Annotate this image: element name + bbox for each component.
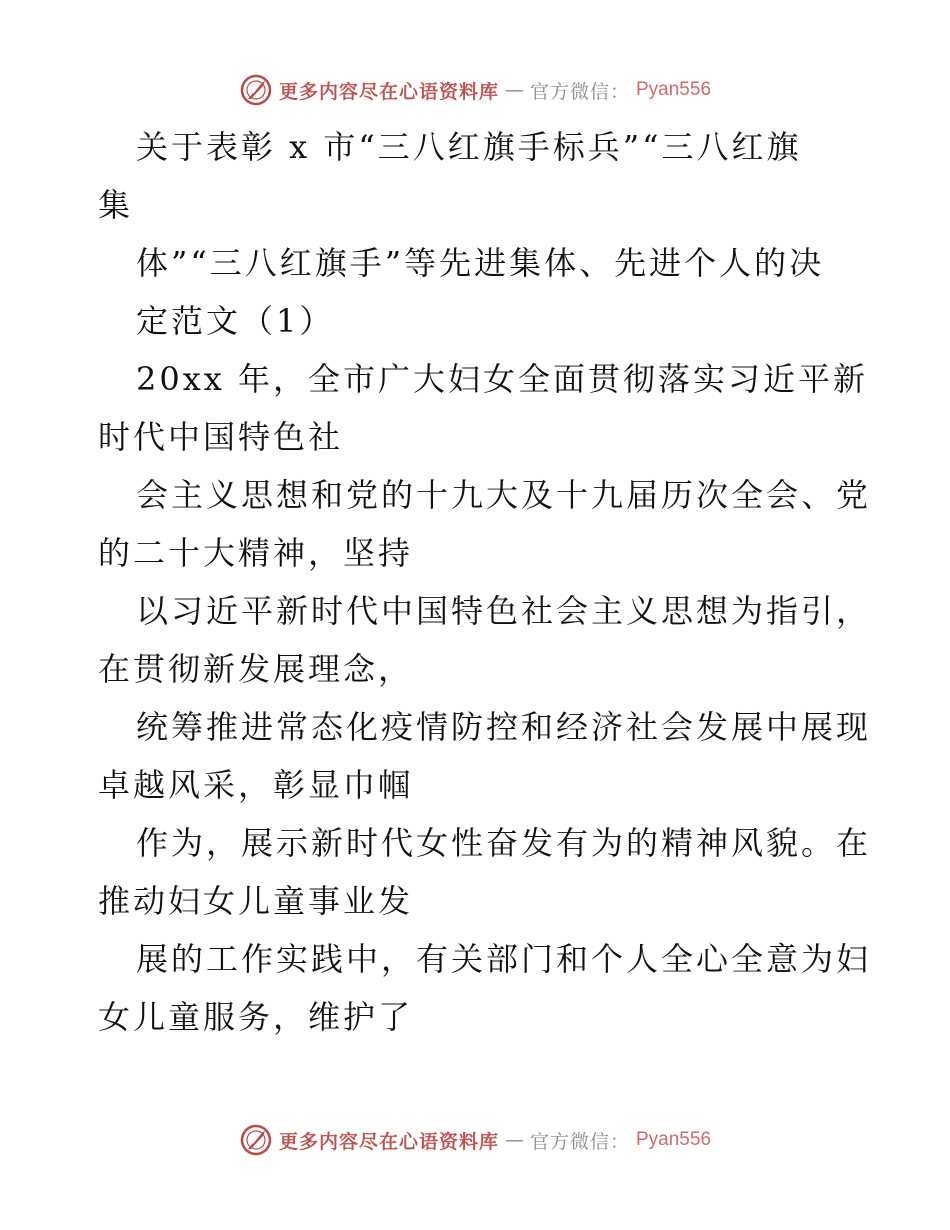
title-line-2: 集 xyxy=(98,186,134,224)
document-body xyxy=(98,118,872,1046)
paragraph-line: 统筹推进常态化疫情防控和经济社会发展中展现 xyxy=(136,708,872,746)
brand-dash: — xyxy=(504,1129,524,1151)
document-title xyxy=(98,118,858,234)
paragraph-line: 作为，展示新时代女性奋发有为的精神风貌。在 xyxy=(136,824,872,862)
brand-text: 更多内容尽在心语资料库 xyxy=(278,1130,499,1153)
paragraph-line: 卓越风采，彰显巾帼 xyxy=(98,766,414,804)
paragraph-2 xyxy=(98,466,872,582)
quill-pen-circle-icon xyxy=(239,1123,273,1157)
document-title-continued xyxy=(98,234,858,292)
paragraph-line: 20xx 年，全市广大妇女全面贯彻落实习近平新 xyxy=(136,360,868,398)
brand-text: 更多内容尽在心语资料库 xyxy=(278,80,499,103)
title-line-3: 体”“三八红旗手”等先进集体、先进个人的决 xyxy=(136,244,825,282)
wechat-id: Pyan556 xyxy=(636,79,712,100)
wechat-label: 官方微信： xyxy=(529,80,630,103)
document-title-end xyxy=(98,292,858,350)
wechat-label: 官方微信： xyxy=(529,1130,630,1153)
paragraph-line: 女儿童服务，维护了 xyxy=(98,998,414,1036)
paragraph-4 xyxy=(98,698,872,814)
paragraph-line: 展的工作实践中，有关部门和个人全心全意为妇 xyxy=(136,940,872,978)
paragraph-line: 时代中国特色社 xyxy=(98,418,344,456)
paragraph-5 xyxy=(98,814,872,930)
title-line-4: 定范文（1） xyxy=(136,302,335,340)
paragraph-line: 推动妇女儿童事业发 xyxy=(98,882,414,920)
paragraph-line: 以习近平新时代中国特色社会主义思想为指引， xyxy=(136,592,872,630)
quill-pen-circle-icon xyxy=(239,73,273,107)
paragraph-line: 在贯彻新发展理念， xyxy=(98,650,414,688)
paragraph-line: 的二十大精神，坚持 xyxy=(98,534,414,572)
paragraph-3 xyxy=(98,582,872,698)
header-banner xyxy=(0,70,950,110)
paragraph-line: 会主义思想和党的十九大及十九届历次全会、党 xyxy=(136,476,872,514)
paragraph-6 xyxy=(98,930,872,1046)
brand-dash: — xyxy=(504,79,524,101)
paragraph-1 xyxy=(98,350,868,466)
wechat-id: Pyan556 xyxy=(636,1129,712,1150)
title-line-1: 关于表彰 x 市“三八红旗手标兵”“三八红旗 xyxy=(136,128,802,166)
footer-banner xyxy=(0,1120,950,1160)
